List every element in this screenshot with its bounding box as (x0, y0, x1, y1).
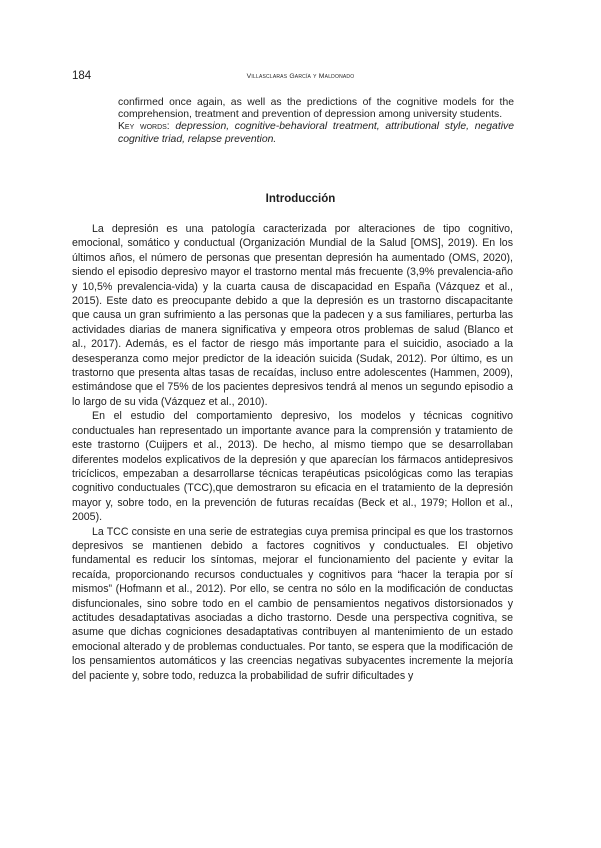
page-number: 184 (72, 70, 92, 82)
keywords-list: depression, cognitive-behavioral treatment, attributional style, negative cognitive triad, relapse prevention. (118, 121, 515, 145)
running-head: Villasclaras García y Maldonado (246, 73, 355, 80)
section-title: Introducción (265, 193, 336, 205)
keywords-label: Key words: (118, 121, 170, 133)
abstract-text: confirmed once again, as well as the predictions of the cognitive models for the comprehension, treatment and prevention of depression among university students. (118, 97, 514, 121)
paragraph: La TCC consiste en una serie de estrategias cuya premisa principal es que los trastornos depresivos se mantienen debido a factores cognitivos y conductuales. El objetivo fundamental es reducir los síntomas, mejorar el funcionamiento del paciente y evitar la recaída, proporcionando recursos conductuales y cognitivos para “hacer la terapia por sí mismos” (Hofmann et al., 2012). Por ello, se centra no sólo en la modificación de conductas disfuncionales, sino sobre todo en el cambio de pensamientos negativos distorsionados y actitudes desadaptativas asociadas a dicho trastorno. Desde una perspectiva cognitiva, se asume que dichas cogniciones desadaptativas contribuyen al mantenimiento de un estado emocional alterado y de problemas conductuales. Por tanto, se espera que la modificación de los pensamientos automáticos y las creencias negativas subyacentes incremente la mejoría del paciente y, sobre todo, reduzca la probabilidad de sufrir dificultades y (72, 525, 513, 682)
abstract-block (118, 97, 514, 146)
keywords-line (118, 121, 514, 145)
paragraph: En el estudio del comportamiento depresivo, los modelos y técnicas cognitivo conductuales han representado un importante avance para la comprensión y tratamiento de este trastorno (Cuijpers et al., 2013). De hecho, al mismo tiempo que se desarrollaban diferentes modelos explicativos de la depresión y que aparecían los fármacos antidepresivos tricíclicos, empezaban a desarrollarse técnicas terapéuticas psicológicas como las terapias cognitivo conductuales (TCC),que demostraron su eficacia en el tratamiento de la depresión mayor y, sobre todo, en la prevención de futuras recaídas (Beck et al., 1979; Hollon et al., 2005). (72, 410, 513, 524)
body-text (72, 222, 513, 683)
paragraph: La depresión es una patología caracterizada por alteraciones de tipo cognitivo, emocional, somático y conductual (Organización Mundial de la Salud [OMS], 2019). En los últimos años, el número de personas que presentan depresión ha aumentado (OMS, 2020), siendo el episodio depresivo mayor el trastorno mental más frecuente (3,9% prevalencia-año y 10,5% prevalencia-vida) y la cuarta causa de discapacidad en España (Vázquez et al., 2015). Este dato es preocupante debido a que la depresión es un trastorno discapacitante que causa un gran sufrimiento a las personas que la padecen y a sus familiares, perturba las actividades diarias de manera significativa y empeora otros problemas de salud (Blanco et al., 2017). Además, es el factor de riesgo más importante para el suicidio, asociado a la desesperanza como mejor predictor de la ideación suicida (Sudak, 2012). Por último, es un trastorno que presenta altas tasas de recaídas, incluso entre adolescentes (Hammen, 2009), estimándose que el 75% de los pacientes depresivos tendrá al menos un segundo episodio a lo largo de su vida (Vázquez et al., 2010). (72, 223, 513, 408)
